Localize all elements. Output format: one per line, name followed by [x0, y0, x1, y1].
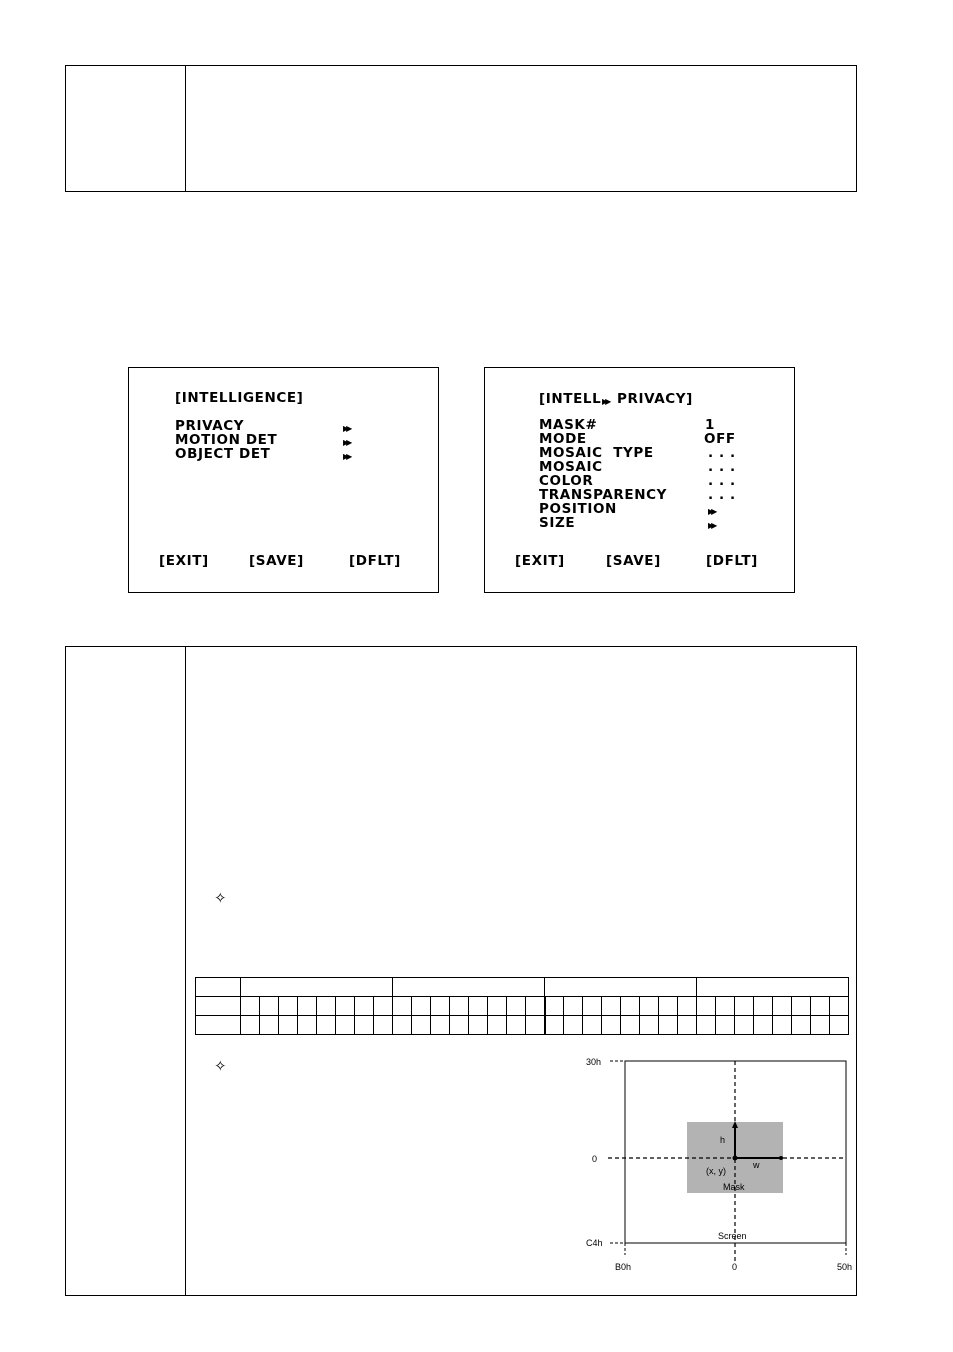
menu-item-color[interactable]: COLOR: [539, 473, 594, 489]
y-label-bottom: C4h: [586, 1238, 603, 1248]
table-bit-cell: [602, 1016, 621, 1035]
table-cell: [196, 1016, 241, 1035]
table-group-cell: [545, 978, 697, 997]
exit-button[interactable]: [EXIT]: [515, 553, 565, 569]
table-bit-cell: [488, 1016, 507, 1035]
table-bit-cell: [602, 997, 621, 1016]
table-bit-cell: [678, 1016, 697, 1035]
mask-label: Mask: [723, 1182, 745, 1192]
table-bit-cell: [355, 997, 374, 1016]
table-bit-cell: [450, 997, 469, 1016]
table-bit-cell: [621, 997, 640, 1016]
table-bit-cell: [412, 1016, 431, 1035]
table-bit-cell: [811, 997, 830, 1016]
breadcrumb-arrow-icon: [602, 393, 608, 409]
bullet-star-icon: ✧: [214, 890, 227, 907]
table-bit-cell: [298, 1016, 317, 1035]
table-bit-cell: [336, 1016, 355, 1035]
table-bit-cell: [241, 997, 260, 1016]
table-bit-cell: [374, 1016, 393, 1035]
table-bit-cell: [754, 1016, 773, 1035]
menu-item-size[interactable]: SIZE: [539, 515, 576, 531]
table-bit-cell: [773, 997, 792, 1016]
y-label-zero: 0: [592, 1154, 598, 1164]
submenu-arrow-icon: [343, 448, 349, 464]
table-bit-cell: [260, 997, 279, 1016]
table-bit-cell: [507, 997, 526, 1016]
table-bit-cell: [583, 997, 602, 1016]
table-bit-cell: [545, 1016, 564, 1035]
menu-item-mask[interactable]: MASK#: [539, 417, 598, 433]
table-bit-cell: [412, 997, 431, 1016]
table-bit-cell: [317, 1016, 336, 1035]
table-bit-cell: [697, 997, 716, 1016]
top-table-divider: [185, 65, 186, 192]
table-bit-cell: [393, 997, 412, 1016]
table-bit-cell: [431, 997, 450, 1016]
table-bit-cell: [659, 997, 678, 1016]
table-bit-cell: [393, 1016, 412, 1035]
menu-item-position[interactable]: POSITION: [539, 501, 617, 517]
exit-button[interactable]: [EXIT]: [159, 553, 209, 569]
table-bit-cell: [450, 1016, 469, 1035]
default-button[interactable]: [DFLT]: [706, 553, 758, 569]
menu-title-right: PRIVACY]: [617, 391, 693, 407]
x-label-right: 50h: [837, 1262, 853, 1272]
y-label-top: 30h: [586, 1057, 602, 1067]
table-bit-cell: [621, 1016, 640, 1035]
table-bit-cell: [678, 997, 697, 1016]
table-bit-cell: [317, 997, 336, 1016]
height-label: h: [720, 1135, 726, 1145]
value-transparency: . . .: [708, 487, 736, 503]
menu-item-mode[interactable]: MODE: [539, 431, 587, 447]
table-group-cell: [241, 978, 393, 997]
table-bit-cell: [374, 997, 393, 1016]
menu-item-transparency[interactable]: TRANSPARENCY: [539, 487, 667, 503]
value-mode: OFF: [704, 431, 736, 447]
default-button[interactable]: [DFLT]: [349, 553, 401, 569]
table-bit-cell: [564, 997, 583, 1016]
table-bit-cell: [773, 1016, 792, 1035]
screen-label: Screen: [718, 1231, 747, 1241]
table-bit-cell: [811, 1016, 830, 1035]
top-table: [65, 65, 857, 192]
table-bit-cell: [716, 1016, 735, 1035]
menu-item-motion-det[interactable]: MOTION DET: [175, 432, 278, 448]
table-bit-cell: [564, 1016, 583, 1035]
privacy-menu: [484, 367, 795, 593]
table-bit-cell: [260, 1016, 279, 1035]
table-bit-cell: [279, 997, 298, 1016]
submenu-arrow-icon: [708, 517, 714, 533]
table-bit-cell: [830, 1016, 849, 1035]
table-bit-cell: [469, 997, 488, 1016]
origin-label: (x, y): [706, 1166, 726, 1176]
table-bit-cell: [830, 997, 849, 1016]
bottom-table-divider: [185, 646, 186, 1296]
table-bit-cell: [754, 997, 773, 1016]
table-bit-cell: [488, 997, 507, 1016]
table-bit-cell: [792, 1016, 811, 1035]
table-bit-cell: [526, 997, 545, 1016]
intelligence-menu: [128, 367, 439, 593]
save-button[interactable]: [SAVE]: [606, 553, 661, 569]
table-bit-cell: [279, 1016, 298, 1035]
table-bit-cell: [355, 1016, 374, 1035]
value-color: . . .: [708, 473, 736, 489]
table-bit-cell: [716, 997, 735, 1016]
bullet-star-icon: ✧: [214, 1058, 227, 1075]
table-group-cell: [393, 978, 545, 997]
table-bit-cell: [469, 1016, 488, 1035]
mask-position-diagram: [580, 1052, 860, 1277]
width-arrow-end: [779, 1156, 783, 1160]
table-bit-cell: [640, 997, 659, 1016]
menu-title: [INTELLIGENCE]: [175, 390, 304, 406]
origin-point: [733, 1156, 738, 1161]
value-mosaic-type: . . .: [708, 445, 736, 461]
value-mask: 1: [705, 417, 715, 433]
register-bit-table: [195, 977, 849, 1035]
menu-item-object-det[interactable]: OBJECT DET: [175, 446, 271, 462]
table-bit-cell: [241, 1016, 260, 1035]
table-bit-cell: [431, 1016, 450, 1035]
table-bit-cell: [336, 997, 355, 1016]
table-bit-cell: [697, 1016, 716, 1035]
table-bit-cell: [545, 997, 564, 1016]
table-bit-cell: [659, 1016, 678, 1035]
table-cell: [196, 997, 241, 1016]
table-bit-cell: [507, 1016, 526, 1035]
menu-item-privacy[interactable]: PRIVACY: [175, 418, 245, 434]
table-bit-cell: [792, 997, 811, 1016]
table-bit-cell: [735, 997, 754, 1016]
x-label-left: B0h: [615, 1262, 632, 1272]
menu-title-left: [INTELL: [539, 391, 602, 407]
x-label-zero: 0: [732, 1262, 738, 1272]
table-bit-cell: [583, 1016, 602, 1035]
table-cell: [196, 978, 241, 997]
table-bit-cell: [526, 1016, 545, 1035]
table-bit-cell: [735, 1016, 754, 1035]
save-button[interactable]: [SAVE]: [249, 553, 304, 569]
table-group-cell: [697, 978, 849, 997]
table-bit-cell: [640, 1016, 659, 1035]
value-mosaic: . . .: [708, 459, 736, 475]
menu-item-mosaic-type[interactable]: MOSAIC TYPE: [539, 445, 654, 461]
width-label: w: [753, 1160, 760, 1170]
menu-item-mosaic[interactable]: MOSAIC: [539, 459, 603, 475]
table-bit-cell: [298, 997, 317, 1016]
